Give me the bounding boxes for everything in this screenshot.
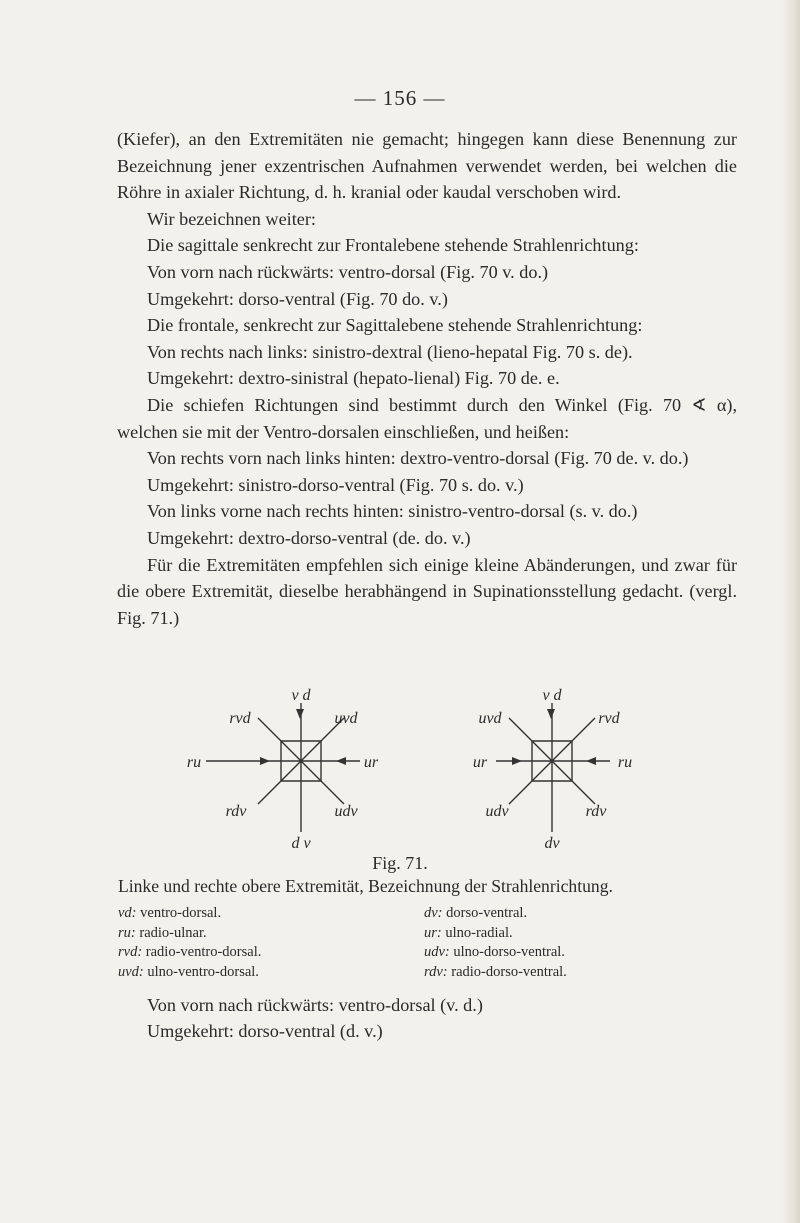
right-label-top-right: rvd [598,710,620,727]
paragraph: Umgekehrt: dorso-ventral (Fig. 70 do. v.) [147,288,448,309]
arrowheads [260,709,596,765]
left-label-bottom-right: udv [334,803,358,820]
paragraph: Von rechts nach links: sinistro-dextral (lieno-hepatal Fig. 70 s. de). [147,341,633,362]
right-label-left: ur [472,754,488,771]
legend-text: ulno-dorso-ventral. [453,944,565,961]
paragraph: Für die Extremitäten empfehlen sich einige kleine Abänderungen, und zwar für die obere Extremität, dieselbe herabhängend in Supinationsstellung gedacht. (vergl. Fig. 71.) [117,554,737,628]
paragraph: Wir bezeichnen weiter: [147,208,316,229]
right-label-top-left: uvd [478,710,502,727]
legend-text: radio-ventro-dorsal. [145,944,262,961]
paragraph: Von rechts vorn nach links hinten: dextro-ventro-dorsal (Fig. 70 de. v. do.) [147,448,689,469]
legend-item [424,904,567,924]
legend-item [424,924,567,944]
legend-abbr: ur: [424,924,442,941]
legend-text: ulno-radial. [445,924,513,941]
legend-abbr: rdv: [424,963,448,980]
paragraph: (Kiefer), an den Extremitäten nie gemacht; hingegen kann diese Benennung zur Bezeichnung jener exzentrischen Aufnahmen verwendet werden, bei welchen die Röhre in axialer Richtung, d. h. kranial oder kaudal verschoben wird. [117,129,737,203]
legend-left [118,904,261,982]
legend-item [424,963,567,983]
legend-text: radio-ulnar. [139,924,207,941]
legend-item [118,943,261,963]
right-label-right: ru [617,754,633,771]
paragraph: Von vorn nach rückwärts: ventro-dorsal (v. d.) [147,995,483,1015]
paragraph: Umgekehrt: dextro-dorso-ventral (de. do. v.) [147,527,471,548]
paragraph: Umgekehrt: dorso-ventral (d. v.) [147,1021,383,1041]
paragraph: Umgekehrt: dextro-sinistral (hepato-lienal) Fig. 70 de. e. [147,368,560,389]
page-number: — 156 — [354,86,446,110]
legend-text: dorso-ventral. [446,905,528,921]
legend-abbr: uvd: [118,963,144,980]
right-label-bottom-left: udv [485,803,509,820]
figure-caption: Fig. 71. [372,853,428,873]
right-label-top: v d [542,687,562,704]
left-label-top-left: rvd [229,710,251,727]
left-label-top-right: uvd [334,710,358,727]
paragraph: Von links vorne nach rechts hinten: sinistro-ventro-dorsal (s. v. do.) [147,501,638,522]
legend-right [424,904,567,982]
legend-text: ulno-ventro-dorsal. [147,963,259,980]
paragraph: Die frontale, senkrecht zur Sagittalebene stehende Strahlenrichtung: [147,315,643,336]
right-label-bottom-right: rdv [585,803,607,820]
legend-text: ventro-dorsal. [140,905,222,921]
legend-abbr: ru: [118,924,136,941]
figure-subtitle: Linke und rechte obere Extremität, Bezeichnung der Strahlenrichtung. [118,876,613,896]
paragraph: Umgekehrt: sinistro-dorso-ventral (Fig. 70 s. do. v.) [147,474,524,495]
left-label-bottom: d v [291,835,311,852]
left-label-bottom-left: rdv [225,803,247,820]
legend-item [118,904,261,924]
legend-item [424,943,567,963]
legend-item [118,963,261,983]
legend-text: radio-dorso-ventral. [451,963,567,980]
legend-item [118,924,261,944]
left-label-top: v d [291,687,311,704]
paragraph: Die sagittale senkrecht zur Frontalebene stehende Strahlenrichtung: [147,235,639,256]
legend-abbr: dv: [424,905,443,921]
legend-abbr: rvd: [118,944,143,961]
legend-abbr: udv: [424,944,450,961]
paragraph: Die schiefen Richtungen sind bestimmt durch den Winkel (Fig. 70 ∢ α), welchen sie mit der Ventro-dorsalen einschließen, und heißen: [117,394,737,442]
closing-text [147,992,747,1044]
right-label-bottom: dv [544,835,560,852]
left-label-right: ur [363,754,379,771]
legend-abbr: vd: [118,905,137,921]
left-label-left: ru [186,754,202,771]
paragraph: Von vorn nach rückwärts: ventro-dorsal (Fig. 70 v. do.) [147,261,549,282]
